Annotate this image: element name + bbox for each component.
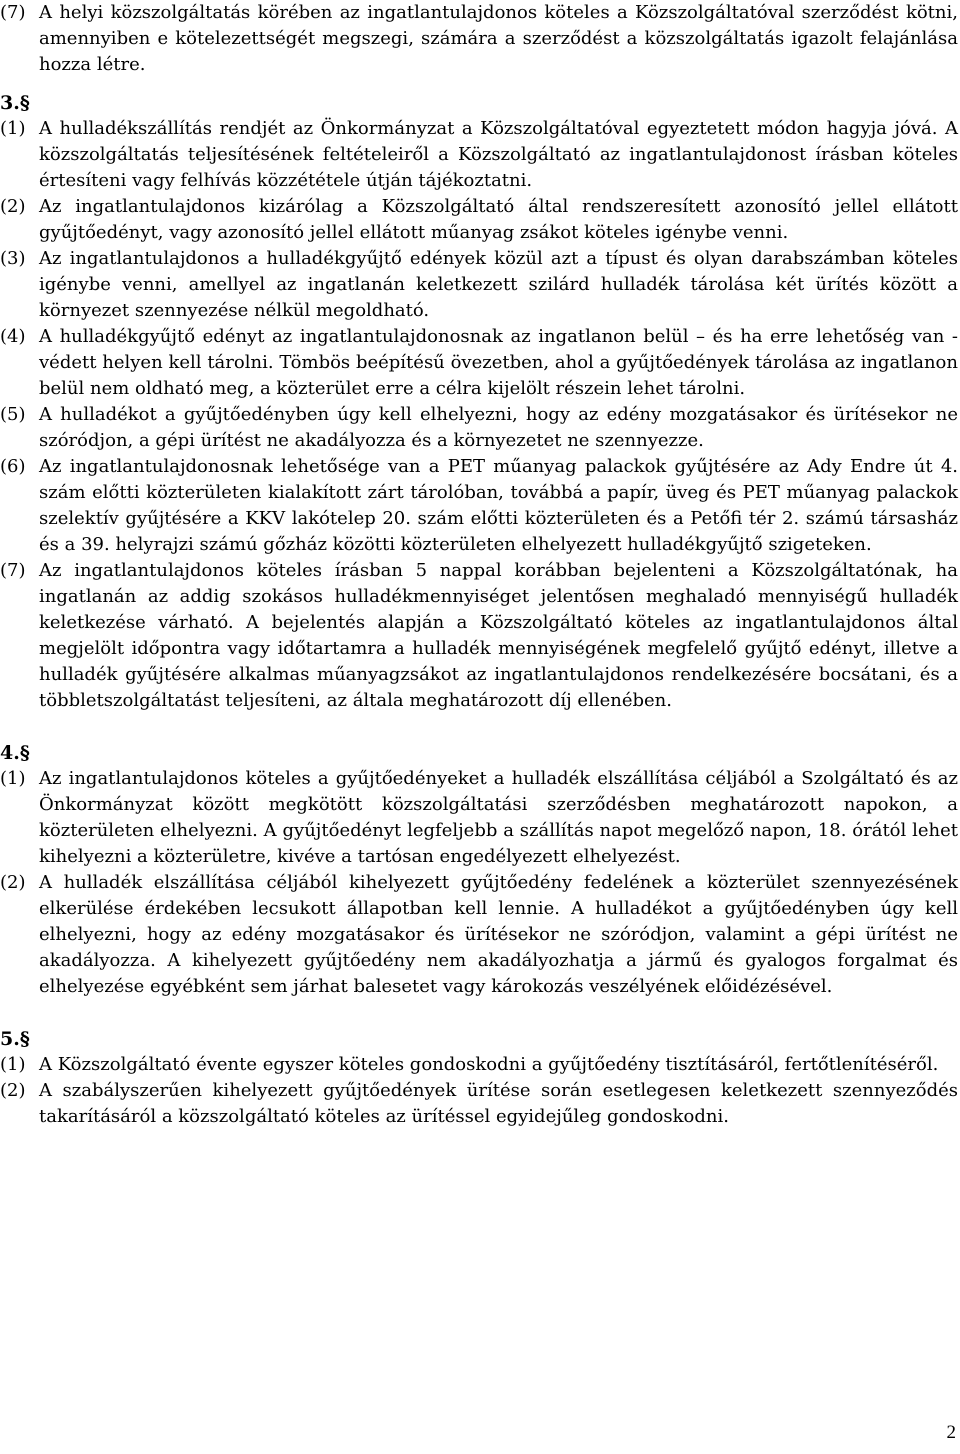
paragraph-number: (1) — [0, 118, 26, 139]
paragraph-text: A hulladékgyűjtő edényt az ingatlantulajdonosnak az ingatlanon belül – és ha erre lehetőség van - védett helyen kell tárolni. Tömbös beépítésű övezetben, ahol a gyűjtőedények tárolása az ingatlanon belül nem oldható meg, a közterület erre a célra kijelölt részein lehet tárolni. — [39, 326, 958, 399]
section-3 — [0, 90, 958, 714]
paragraph-number: (4) — [0, 326, 26, 347]
paragraph-number: (2) — [0, 196, 26, 217]
paragraph-text: A Közszolgáltató évente egyszer köteles gondoskodni a gyűjtőedény tisztításáról, fertőtlenítéséről. — [39, 1054, 939, 1075]
page-number: 2 — [946, 1422, 956, 1443]
paragraph — [0, 0, 958, 78]
paragraph-number: (7) — [0, 2, 26, 23]
paragraph — [0, 1078, 958, 1130]
paragraph-number: (3) — [0, 248, 26, 269]
paragraph-text: A hulladékot a gyűjtőedényben úgy kell elhelyezni, hogy az edény mozgatásakor és ürítésekor ne szóródjon, a gépi ürítést ne akadályozza és a környezetet ne szennyezze. — [39, 404, 958, 451]
paragraph — [0, 246, 958, 324]
paragraph-text: Az ingatlantulajdonos köteles írásban 5 nappal korábban bejelenteni a Közszolgáltatónak, ha ingatlanán az addig szokásos hulladékmennyiséget jelentősen meghaladó mennyiségű hulladék keletkezése várható. A bejelentés alapján a Közszolgáltató köteles az ingatlantulajdonos által megjelölt időpontra vagy időtartamra a hulladék mennyiségének megfelelő gyűjtő edényt, illetve a hulladék gyűjtésére alkalmas műanyagzsákot az ingatlantulajdonos rendelkezésére bocsátani, és a többletszolgáltatást teljesíteni, az általa meghatározott díj ellenében. — [39, 560, 958, 711]
paragraph — [0, 324, 958, 402]
section-4 — [0, 740, 958, 1000]
paragraph — [0, 870, 958, 1000]
paragraph-text: Az ingatlantulajdonos kizárólag a Közszolgáltató által rendszeresített azonosító jellel ellátott gyűjtőedényt, vagy azonosító jellel ellátott műanyag zsákot köteles igénybe venni. — [39, 196, 958, 243]
paragraph-number: (7) — [0, 560, 26, 581]
paragraph-number: (5) — [0, 404, 26, 425]
paragraph — [0, 402, 958, 454]
paragraph — [0, 194, 958, 246]
paragraph-text: Az ingatlantulajdonosnak lehetősége van a PET műanyag palackok gyűjtésére az Ady Endre út 4. szám előtti közterületen kialakított zárt tárolóban, továbbá a papír, üveg és PET műanyag palackok szelektív gyűjtésére a KKV lakótelep 20. szám előtti közterületen és a Petőfi tér 2. számú társasház és a 39. helyrajzi számú gőzház közötti közterületen elhelyezett hulladékgyűjtő szigeteken. — [39, 456, 958, 555]
paragraph-number: (2) — [0, 872, 26, 893]
section-heading: 5.§ — [0, 1028, 30, 1050]
paragraph-number: (2) — [0, 1080, 26, 1101]
section-heading: 3.§ — [0, 92, 30, 114]
section-2-continuation — [0, 0, 958, 78]
section-heading: 4.§ — [0, 742, 30, 764]
paragraph-text: Az ingatlantulajdonos köteles a gyűjtőedényeket a hulladék elszállítása céljából a Szolgáltató és az Önkormányzat között megkötött közszolgáltatási szerződésben meghatározott napokon, a közterületen elhelyezni. A gyűjtőedényt legfeljebb a szállítás napot megelőző napon, 18. órától lehet kihelyezni a közterületre, kivéve a tartósan engedélyezett elhelyezést. — [39, 768, 958, 867]
paragraph — [0, 766, 958, 870]
paragraph-number: (1) — [0, 768, 26, 789]
paragraph-text: A hulladékszállítás rendjét az Önkormányzat a Közszolgáltatóval egyeztetett módon hagyja jóvá. A közszolgáltatás teljesítésének feltételeiről a Közszolgáltató az ingatlantulajdonost írásban köteles értesíteni vagy felhívás közzététele útján tájékoztatni. — [39, 118, 958, 191]
paragraph-text: Az ingatlantulajdonos a hulladékgyűjtő edények közül azt a típust és olyan darabszámban köteles igénybe venni, amellyel az ingatlanán keletkezett szilárd hulladék tárolása két ürítés között a környezet szennyezése nélkül megoldható. — [39, 248, 958, 321]
section-5 — [0, 1026, 958, 1130]
paragraph — [0, 558, 958, 714]
paragraph-text: A szabályszerűen kihelyezett gyűjtőedények ürítése során esetlegesen keletkezett szennyeződés takarításáról a közszolgáltató köteles az ürítéssel egyidejűleg gondoskodni. — [39, 1080, 958, 1127]
paragraph-text: A hulladék elszállítása céljából kihelyezett gyűjtőedény fedelének a közterület szennyezésének elkerülése érdekében lecsukott állapotban kell lennie. A hulladékot a gyűjtőedényben úgy kell elhelyezni, hogy az edény mozgatásakor és ürítésekor ne szóródjon, valamint a gépi ürítést ne akadályozza. A kihelyezett gyűjtőedény nem akadályozhatja a jármű és gyalogos forgalmat és elhelyezése egyébként sem járhat balesetet vagy károkozás veszélyének előidézésével. — [39, 872, 958, 997]
paragraph-number: (6) — [0, 456, 26, 477]
paragraph-text: A helyi közszolgáltatás körében az ingatlantulajdonos köteles a Közszolgáltatóval szerződést kötni, amennyiben e kötelezettségét megszegi, számára a szerződést a közszolgáltatás igazolt felajánlása hozza létre. — [39, 2, 958, 75]
paragraph-number: (1) — [0, 1054, 26, 1075]
paragraph — [0, 1052, 958, 1078]
paragraph — [0, 116, 958, 194]
paragraph — [0, 454, 958, 558]
